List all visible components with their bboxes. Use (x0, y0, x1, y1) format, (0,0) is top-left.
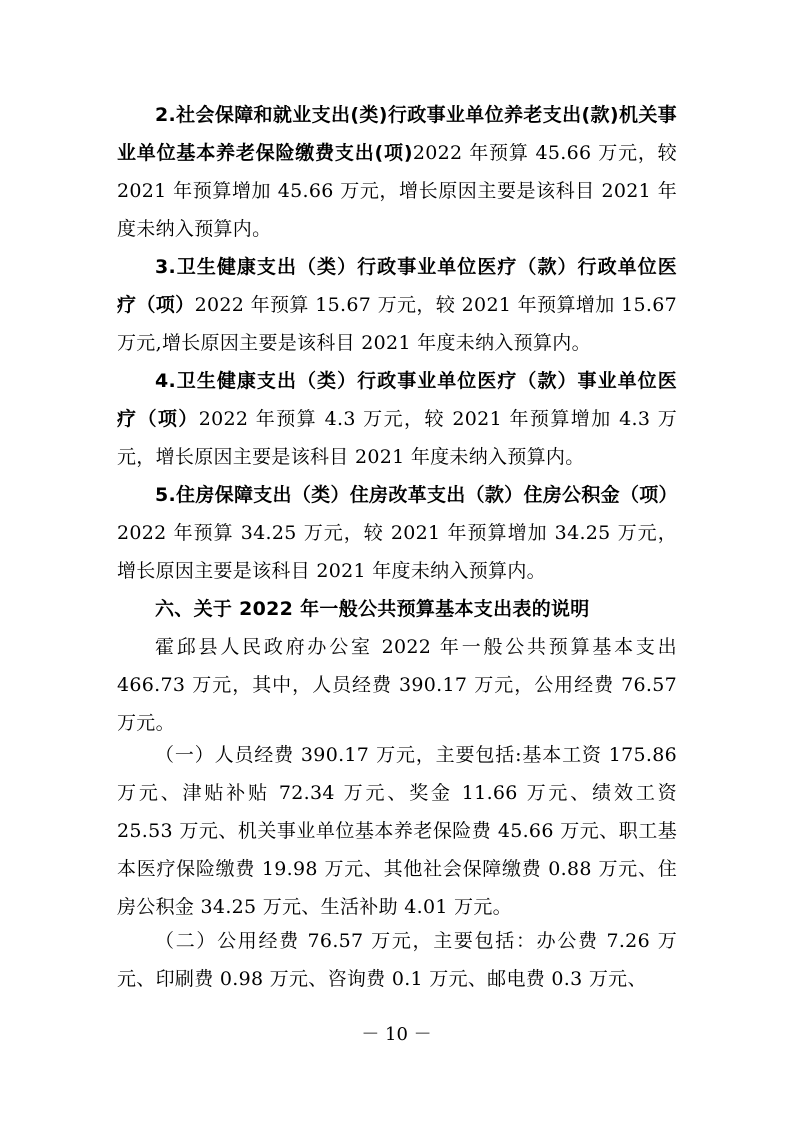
item-2-heading: 2.社会保障和就业支出(类)行政事业单位养老支出(款)机关事业单位基本养老保险缴费支出(项) (117, 104, 677, 164)
item-4-body: 2022 年预算 4.3 万元，较 2021 年预算增加 4.3 万元，增长原因主要是该科目 2021 年度未纳入预算内。 (117, 408, 678, 468)
item-5-body: 2022 年预算 34.25 万元，较 2021 年预算增加 34.25 万元，增长原因主要是该科目 2021 年度未纳入预算内。 (117, 522, 677, 582)
paragraph-item-3 (117, 248, 677, 362)
personnel-expense-paragraph: （一）人员经费 390.17 万元，主要包括:基本工资 175.86 万元、津贴补贴 72.34 万元、奖金 11.66 万元、绩效工资 25.53 万元、机关事业单位基本养老保险费 45.66 万元、职工基本医疗保险缴费 19.98 万元、其他社会保障缴费 0.88 万元、住房公积金 34.25 万元、生活补助 4.01 万元。 (117, 744, 677, 918)
item-3-heading: 3.卫生健康支出（类）行政事业单位医疗（款）行政单位医疗（项） (117, 256, 677, 316)
section-6-intro: 霍邱县人民政府办公室 2022 年一般公共预算基本支出 466.73 万元，其中，人员经费 390.17 万元，公用经费 76.57 万元。 (117, 636, 677, 734)
page-number: － 10 － (361, 1024, 432, 1045)
paragraph-item-2 (117, 96, 677, 248)
public-expense-paragraph: （二）公用经费 76.57 万元，主要包括：办公费 7.26 万元、印刷费 0.98 万元、咨询费 0.1 万元、邮电费 0.3 万元、 (117, 930, 677, 990)
paragraph-item-4 (117, 362, 677, 476)
item-5-heading: 5.住房保障支出（类）住房改革支出（款）住房公积金（项） (155, 484, 678, 506)
item-3-body: 2022 年预算 15.67 万元，较 2021 年预算增加 15.67 万元,增长原因主要是该科目 2021 年度未纳入预算内。 (117, 294, 678, 354)
paragraph-item-5 (117, 476, 677, 590)
section-6-heading: 六、关于 2022 年一般公共预算基本支出表的说明 (155, 598, 590, 620)
item-2-body: 2022 年预算 45.66 万元，较 2021 年预算增加 45.66 万元，增长原因主要是该科目 2021 年度未纳入预算内。 (117, 142, 677, 240)
item-4-heading: 4.卫生健康支出（类）行政事业单位医疗（款）事业单位医疗（项） (117, 370, 677, 430)
